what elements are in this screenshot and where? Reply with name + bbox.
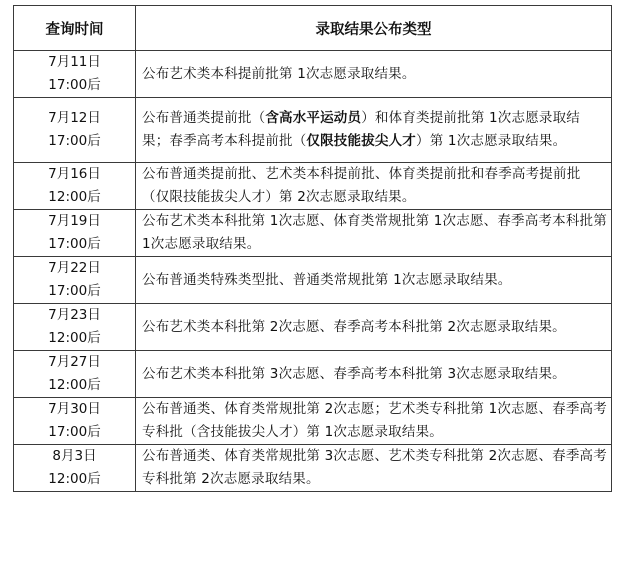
query-time-cell (14, 398, 136, 445)
time-text: 17:00后 (48, 424, 101, 440)
description-text: 公布普通类、体育类常规批第 3次志愿、艺术类专科批第 2次志愿、春季高考专科批第 2次志愿录取结果。 (142, 448, 607, 487)
time-text: 12:00后 (48, 189, 101, 205)
time-text: 17:00后 (48, 133, 101, 149)
result-type-cell (136, 445, 612, 492)
header-row (14, 6, 612, 51)
date-text: 8月3日 (52, 448, 97, 464)
time-text: 12:00后 (48, 471, 101, 487)
time-text: 17:00后 (48, 236, 101, 252)
table-row (14, 98, 612, 163)
query-time-cell (14, 351, 136, 398)
date-text: 7月11日 (48, 54, 101, 70)
query-time-cell (14, 445, 136, 492)
description-text: ）和体育类提前批第 1次志愿录取结果；春季高考本科提前批（ (142, 110, 580, 149)
query-time-cell (14, 163, 136, 210)
header-result-type: 录取结果公布类型 (136, 6, 612, 51)
description-text: 公布普通类特殊类型批、普通类常规批第 1次志愿录取结果。 (142, 271, 512, 288)
admission-schedule-table (13, 5, 612, 492)
result-type-cell (136, 257, 612, 304)
result-type-cell (136, 163, 612, 210)
result-type-cell (136, 304, 612, 351)
description-text: ）第 1次志愿录取结果。 (416, 133, 567, 149)
query-time-cell (14, 98, 136, 163)
query-time-cell (14, 304, 136, 351)
description-text: 公布普通类提前批（ (142, 110, 266, 126)
date-text: 7月22日 (48, 260, 101, 276)
time-text: 12:00后 (48, 377, 101, 393)
result-type-cell (136, 351, 612, 398)
emphasis-text: 仅限技能拔尖人才 (306, 133, 417, 149)
time-text: 17:00后 (48, 77, 101, 93)
result-type-cell (136, 398, 612, 445)
table-row (14, 398, 612, 445)
table-row (14, 210, 612, 257)
time-text: 12:00后 (48, 330, 101, 346)
table-row (14, 351, 612, 398)
description-text: 公布艺术类本科提前批第 1次志愿录取结果。 (142, 65, 416, 82)
result-type-cell (136, 210, 612, 257)
header-query-time: 查询时间 (14, 6, 136, 51)
emphasis-text: 含高水平运动员 (265, 110, 362, 126)
description-text: 公布普通类提前批、艺术类本科提前批、体育类提前批和春季高考提前批（仅限技能拔尖人才）第 2次志愿录取结果。 (142, 166, 581, 205)
time-text: 17:00后 (48, 283, 101, 299)
table-row (14, 257, 612, 304)
result-type-cell (136, 98, 612, 163)
date-text: 7月30日 (48, 401, 101, 417)
query-time-cell (14, 257, 136, 304)
result-type-cell (136, 51, 612, 98)
date-text: 7月23日 (48, 307, 101, 323)
description-text: 公布艺术类本科批第 3次志愿、春季高考本科批第 3次志愿录取结果。 (142, 365, 566, 382)
date-text: 7月16日 (48, 166, 101, 182)
date-text: 7月27日 (48, 354, 101, 370)
date-text: 7月19日 (48, 213, 101, 229)
query-time-cell (14, 210, 136, 257)
description-text: 公布普通类、体育类常规批第 2次志愿；艺术类专科批第 1次志愿、春季高考专科批（含技能拔尖人才）第 1次志愿录取结果。 (142, 401, 607, 440)
query-time-cell (14, 51, 136, 98)
table-row (14, 51, 612, 98)
table-row (14, 304, 612, 351)
description-text: 公布艺术类本科批第 2次志愿、春季高考本科批第 2次志愿录取结果。 (142, 318, 566, 335)
table-row (14, 445, 612, 492)
date-text: 7月12日 (48, 110, 101, 126)
table-row (14, 163, 612, 210)
description-text: 公布艺术类本科批第 1次志愿、体育类常规批第 1次志愿、春季高考本科批第 1次志愿录取结果。 (142, 213, 607, 252)
